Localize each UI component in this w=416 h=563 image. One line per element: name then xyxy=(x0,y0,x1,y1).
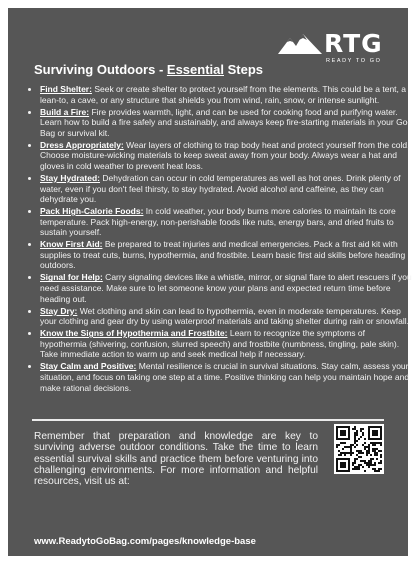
tip-text: Wear layers of clothing to trap body heat and protect yourself from the cold. Choose moisture-wicking materials to keep sweat away from your body. Always wear a hat and gloves in cold weather to prevent heat loss. xyxy=(40,139,410,171)
mountain-logo-icon xyxy=(278,34,322,54)
list-item xyxy=(40,328,412,360)
tip-text: Dehydration can occur in cold temperatures as well as hot ones. Drink plenty of water, even if you don't feel thirsty, to stay hydrated. Avoid alcohol and caffeine, as they can dehydrate you. xyxy=(40,172,401,205)
page-title xyxy=(34,62,263,77)
list-item xyxy=(40,84,412,105)
tip-label: Stay Calm and Positive: xyxy=(40,361,137,372)
tip-label: Dress Appropriately: xyxy=(40,139,124,150)
brand-logo xyxy=(278,28,388,68)
flyer-panel xyxy=(8,8,412,556)
list-item xyxy=(40,306,412,327)
tip-label: Know First Aid: xyxy=(40,239,103,250)
tips-list xyxy=(26,84,412,395)
brand-tagline: READY TO GO xyxy=(326,58,382,64)
list-item xyxy=(40,361,412,393)
brand-name: RTG xyxy=(324,29,383,58)
tip-text: Wet clothing and skin can lead to hypothermia, even in moderate temperatures. Keep your clothing and gear dry by using waterproof materials and taking shelter during rain or snowfall. xyxy=(40,305,410,327)
tip-text: Carry signaling devices like a whistle, mirror, or signal flare to alert rescuers if you need assistance. Make sure to let someone know your plans and expected return time before heading out. xyxy=(40,272,412,304)
tip-label: Stay Hydrated: xyxy=(40,172,100,183)
tip-label: Stay Dry: xyxy=(40,305,78,316)
list-item xyxy=(40,173,412,205)
tip-label: Signal for Help: xyxy=(40,272,103,283)
title-emphasis: Essential xyxy=(166,62,224,77)
tip-label: Build a Fire: xyxy=(40,106,90,117)
list-item xyxy=(40,107,412,139)
tip-label: Know the Signs of Hypothermia and Frostbite: xyxy=(40,328,228,339)
tip-label: Find Shelter: xyxy=(40,84,92,94)
tip-text: Seek or create shelter to protect yourself from the elements. This could be a tent, a lean-to, a cave, or any structure that shields you from wind, rain, snow, or intense sunlight. xyxy=(40,84,406,105)
list-item xyxy=(40,239,412,271)
website-link[interactable]: www.ReadytoGoBag.com/pages/knowledge-base xyxy=(34,536,256,547)
qr-code-icon xyxy=(334,424,384,474)
list-item xyxy=(40,206,412,238)
divider xyxy=(32,419,384,421)
list-item xyxy=(40,140,412,172)
title-prefix: Surviving Outdoors - xyxy=(34,62,167,77)
list-item xyxy=(40,272,412,304)
tip-text: Mental resilience is crucial in survival situations. Stay calm, assess your situation, and focus on taking one step at a time. Positive thinking can help you maintain hope and make rational decisions. xyxy=(40,361,410,393)
closing-paragraph: Remember that preparation and knowledge are key to surviving adverse outdoor conditions. Take the time to learn essential survival skills and practice them before venturing into challenging environments. For more information and helpful resources, visit us at: xyxy=(34,431,318,488)
tip-text: Fire provides warmth, light, and can be used for cooking food and purifying water. Learn how to build a fire safely and sustainably, and always keep fire-starting materials in your Go-Bag or survival kit. xyxy=(40,106,411,138)
tip-text: In cold weather, your body burns more calories to maintain its core temperature. Pack high-energy, non-perishable foods like nuts, energy bars, and dried fruits to sustain yourself. xyxy=(40,206,396,238)
tip-text: Learn to recognize the symptoms of hypothermia (shivering, confusion, slurred speech) and frostbite (numbness, tingling, pale skin). Take immediate action to warm up and seek medical help if necessary. xyxy=(40,328,400,360)
tip-text: Be prepared to treat injuries and medical emergencies. Pack a first aid kit with supplies to treat cuts, burns, hypothermia, and frostbite. Learn basic first aid skills before heading outdoors. xyxy=(40,239,406,271)
title-suffix: Steps xyxy=(224,62,264,77)
tip-label: Pack High-Calorie Foods: xyxy=(40,206,144,217)
